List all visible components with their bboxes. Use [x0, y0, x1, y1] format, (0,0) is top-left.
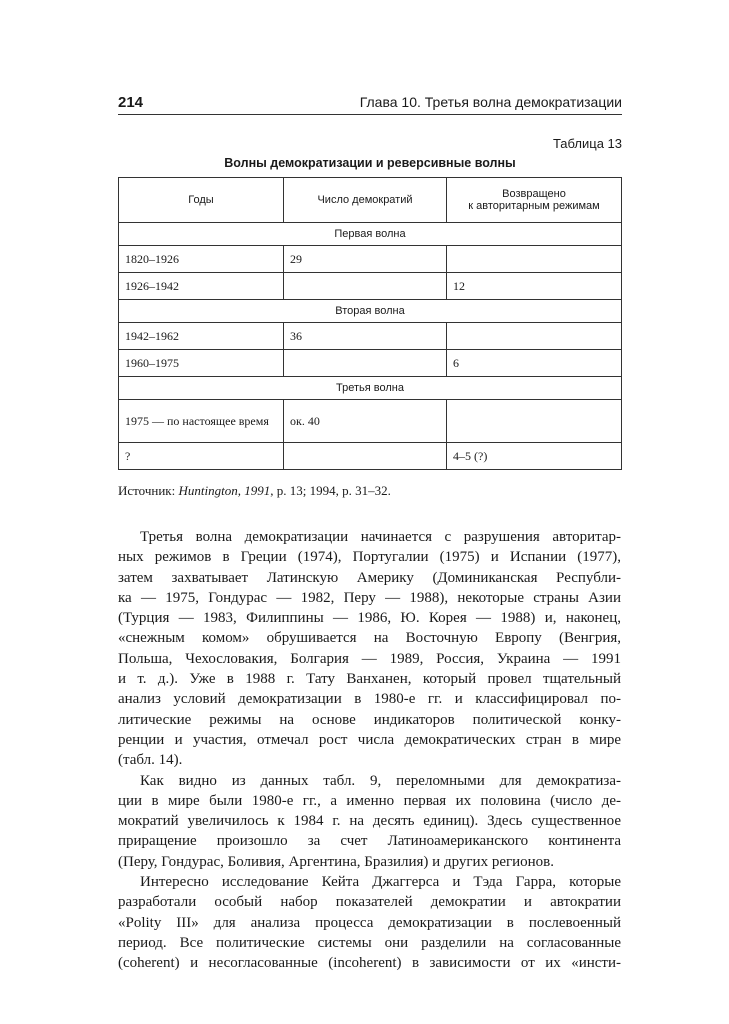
table-label: Таблица 13: [552, 136, 622, 151]
text-line: приращение произошло за счет Латиноамериканского континента: [118, 833, 621, 850]
text-line: Третья волна демократизации начинается с разрушения авторитар-: [140, 529, 621, 545]
column-header: Годы: [119, 178, 284, 223]
source-pages: , p. 13; 1994, p. 31–32.: [270, 483, 391, 498]
section-title: Первая волна: [119, 223, 622, 246]
text-line: Польша, Чехословакия, Болгария — 1989, Россия, Украина — 1991: [118, 650, 621, 667]
text-line: разработали особый набор показателей демократии и автократии: [118, 894, 621, 911]
column-header: Возвращено к авторитарным режимам: [447, 178, 622, 223]
table-cell: ?: [119, 443, 284, 470]
table-row: [119, 323, 622, 350]
text-line: ции в мире были 1980-е гг., а именно первая их половина (число де-: [118, 792, 621, 809]
table-row: [119, 443, 622, 470]
text-line: ка — 1975, Гондурас — 1982, Перу — 1988), некоторые страны Азии: [118, 589, 621, 606]
text-line: «Polity III» для анализа процесса демократизации в послевоенный: [118, 914, 621, 931]
table-row: [119, 273, 622, 300]
page-number: 214: [118, 94, 144, 111]
body-text: [118, 527, 621, 974]
text-line: Интересно исследование Кейта Джаггерса и Тэда Гарра, которые: [140, 874, 621, 891]
table-cell: 1926–1942: [119, 273, 284, 300]
table-cell: [447, 400, 622, 443]
table-cell: ок. 40: [284, 400, 447, 443]
table-cell: 4–5 (?): [447, 443, 622, 470]
text-line: период. Все политические системы они разделили на согласованные: [118, 934, 621, 951]
table-cell: 6: [447, 350, 622, 377]
table-title: Волны демократизации и реверсивные волны: [224, 156, 516, 170]
text-line: ренции и участия, отмечал рост числа демократических стран в мире: [118, 731, 621, 748]
text-line: ных режимов в Греции (1974), Португалии (1975) и Испании (1977),: [118, 549, 621, 566]
table-row: [119, 400, 622, 443]
text-line: затем захватывает Латинскую Америку (Доминиканская Республи-: [118, 569, 621, 586]
text-line: и т. д.). Уже в 1988 г. Тату Ванханен, который провел тщательный: [118, 671, 621, 688]
text-line: (Турция — 1983, Филиппины — 1986, Ю. Корея — 1988) и, наконец,: [118, 610, 621, 627]
section-title: Вторая волна: [119, 300, 622, 323]
text-line: анализ условий демократизации в 1980-е гг. и классифицировал по-: [118, 691, 621, 708]
table-cell: 1960–1975: [119, 350, 284, 377]
table-cell: [447, 323, 622, 350]
text-line: (табл. 14).: [118, 752, 183, 769]
table-cell: [284, 443, 447, 470]
table-row: [119, 246, 622, 273]
table-cell: 36: [284, 323, 447, 350]
chapter-title: Глава 10. Третья волна демократизации: [359, 94, 622, 110]
text-line: литические режимы на основе индикаторов политической конку-: [118, 711, 621, 728]
table-cell: 1942–1962: [119, 323, 284, 350]
source-reference: Huntington, 1991: [178, 483, 271, 498]
section-row: [119, 300, 622, 323]
table-cell: 1820–1926: [119, 246, 284, 273]
table-cell: 1975 — по настоящее время: [119, 400, 284, 443]
table-cell: [284, 350, 447, 377]
section-title: Третья волна: [119, 377, 622, 400]
text-line: (coherent) и несогласованные (incoherent) в зависимости от их «инсти-: [118, 955, 621, 972]
table-header-row: [119, 178, 622, 223]
waves-table: [118, 177, 622, 470]
table-cell: [447, 246, 622, 273]
table-row: [119, 350, 622, 377]
section-row: [119, 223, 622, 246]
table-source: [118, 483, 391, 499]
text-line: Как видно из данных табл. 9, переломными для демократиза-: [140, 772, 621, 789]
text-line: (Перу, Гондурас, Боливия, Аргентина, Бразилия) и других регионов.: [118, 853, 555, 870]
table-cell: 12: [447, 273, 622, 300]
table-cell: [284, 273, 447, 300]
section-row: [119, 377, 622, 400]
text-line: мократий увеличилось к 1984 г. на десять единиц). Здесь существенное: [118, 813, 621, 830]
table-cell: 29: [284, 246, 447, 273]
source-label: Источник:: [118, 483, 179, 498]
column-header: Число демократий: [284, 178, 447, 223]
text-line: «снежным комом» обрушивается на Восточную Европу (Венгрия,: [118, 630, 621, 647]
running-header: [118, 92, 622, 115]
